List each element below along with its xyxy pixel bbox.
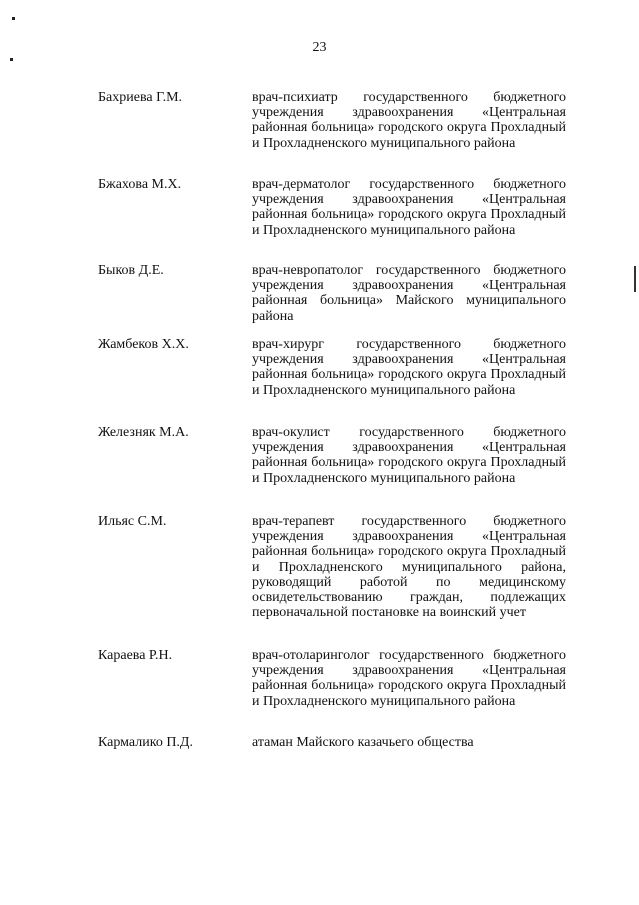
- scan-speck: [12, 17, 15, 20]
- person-name: Бахриева Г.М.: [98, 90, 183, 105]
- person-name: Ильяс С.М.: [98, 514, 167, 529]
- person-position: врач-психиатр государственного бюджетного учреждения здравоохранения «Центральная районная больница» городского округа Прохладный и Прохладненского муниципального района: [252, 90, 566, 151]
- page-number: 23: [312, 40, 327, 55]
- person-name: Караева Р.Н.: [98, 648, 173, 663]
- person-position: врач-терапевт государственного бюджетного учреждения здравоохранения «Центральная районная больница» городского округа Прохладный и Прохладненского муниципального района, руководящий работой по медицинскому освидетельствованию граждан, подлежащих первоначальной постановке на воинский учет: [252, 514, 566, 621]
- person-position: врач-невропатолог государственного бюджетного учреждения здравоохранения «Центральная районная больница» Майского муниципального района: [252, 263, 566, 324]
- person-position: врач-отоларинголог государственного бюджетного учреждения здравоохранения «Центральная районная больница» городского округа Прохладный и Прохладненского муниципального района: [252, 648, 566, 709]
- person-name: Кармалико П.Д.: [98, 735, 193, 750]
- person-position: атаман Майского казачьего общества: [252, 735, 474, 750]
- person-name: Бжахова М.Х.: [98, 177, 182, 192]
- person-name: Быков Д.Е.: [98, 263, 164, 278]
- scan-speck: [10, 58, 13, 61]
- person-name: Жамбеков Х.Х.: [98, 337, 189, 352]
- person-position: врач-хирург государственного бюджетного учреждения здравоохранения «Центральная районная больница» городского округа Прохладный и Прохладненского муниципального района: [252, 337, 566, 398]
- person-name: Железняк М.А.: [98, 425, 189, 440]
- person-position: врач-окулист государственного бюджетного учреждения здравоохранения «Центральная районная больница» городского округа Прохладный и Прохладненского муниципального района: [252, 425, 566, 486]
- person-position: врач-дерматолог государственного бюджетного учреждения здравоохранения «Центральная районная больница» городского округа Прохладный и Прохладненского муниципального района: [252, 177, 566, 238]
- scan-edge-mark: [634, 266, 636, 292]
